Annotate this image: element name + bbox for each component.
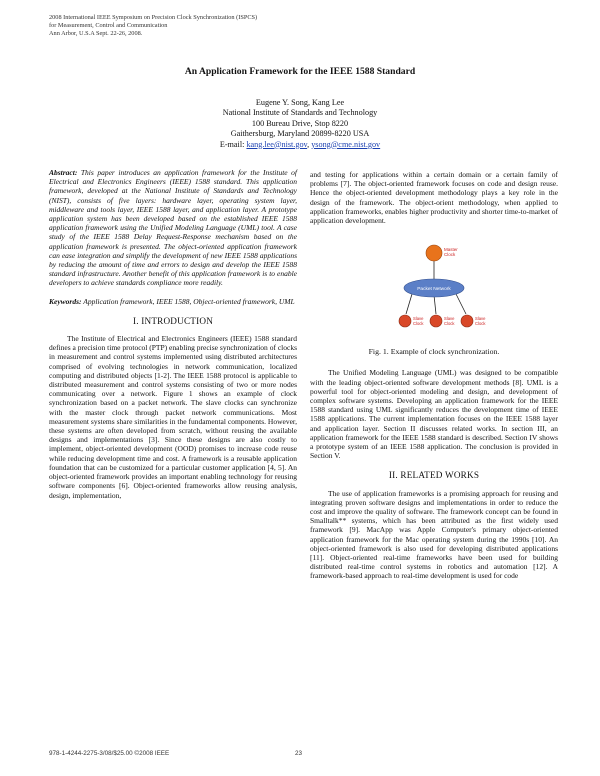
slave-1-label-2: Clock: [413, 321, 424, 327]
slave-clock-icon-2: [430, 315, 442, 327]
master-label-1: Master: [444, 247, 458, 253]
conference-line-2: for Measurement, Control and Communication: [49, 22, 168, 29]
introduction-paragraph: The Institute of Electrical and Electronics Engineers (IEEE) 1588 standard defines a precision time protocol (PTP) enabling precise synchronization of clocks in measurement and control systems implemented using distributed architectures comprised of evolving technologies in network communication, localized computing and distributed objects [1-2]. The IEEE 1588 protocol is applicable to distributed measurement and control systems consisting of two or more nodes communicating over a network. Figure 1 shows an example of clock synchronization based on a packet network. The slave clocks can synchronize with the master clock through packet network communications. Most measurement systems share similarities in the fundamental components. However, these systems are often developed from scratch, without reusing the available designs and implementations [3]. Since these designs are also costly to implement, object-oriented development (OOD) promises to increase code reuse while reducing development time and cost. A framework is a reusable application foundation that can be customized for a particular customer application [4, 5]. An object-oriented framework provides an important enabling technology for reusing software components [6]. Object-oriented frameworks allow reusing analysis, design, implementation,: [49, 334, 297, 500]
email-link-2[interactable]: ysong@cme.nist.gov: [311, 139, 381, 149]
network-label: Packet Network: [417, 287, 451, 293]
related-works-paragraph: The use of application frameworks is a promising approach for reusing and integrating proven software designs and implementations in order to reduce the cost and improve the quality of software. The framework concept can be found in Smalltalk** systems, which has been attributed as the first widely used framework [9]. MacApp was Apple Computer's primary object-oriented application framework for the Mac operating system during the 1990s [10]. An object-oriented framework is also used for developing distributed applications [11]. Object-oriented real-time frameworks have been used for building distributed real-time control systems in robotics and automation [12]. A framework-based approach to real-time development is used for code: [310, 488, 558, 581]
figure-caption: Fig. 1. Example of clock synchronization.: [368, 347, 500, 357]
introduction-continued: and testing for applications within a certain domain or a certain family of problems [7]. The object-oriented framework focuses on code and design reuse. Hence the object-oriented development methodology plays a key role in the design of the framework. The object-orient methodology, when applied to application frameworks, enables higher productivity and shorter time-to-market of application development.: [310, 170, 558, 226]
author-address-2: Gaithersburg, Maryland 20899-8220 USA: [230, 129, 370, 139]
keywords-label: Keywords:: [49, 296, 82, 306]
left-column: [49, 168, 297, 500]
author-block: [0, 98, 600, 150]
slave-2-label-1: Slave: [444, 316, 455, 322]
email-separator: ,: [307, 139, 310, 149]
conference-line-1: 2008 International IEEE Symposium on Precision Clock Synchronization (ISPCS): [49, 14, 258, 21]
section-heading-introduction: I. INTRODUCTION: [132, 315, 214, 326]
section-heading-related-works: II. RELATED WORKS: [388, 470, 480, 481]
slave-1-label-1: Slave: [413, 316, 424, 322]
author-names: Eugene Y. Song, Kang Lee: [255, 98, 345, 107]
author-address-1: 100 Bureau Drive, Stop 8220: [251, 118, 349, 128]
slave-3-label-1: Slave: [475, 316, 486, 322]
slave-clock-icon-3: [461, 315, 473, 327]
slave-link-1: [406, 294, 412, 314]
master-label-2: Clock: [444, 252, 456, 258]
email-label: E-mail:: [219, 139, 245, 149]
keywords: [49, 297, 297, 306]
paper-title: An Application Framework for the IEEE 1588 Standard: [184, 66, 416, 77]
slave-link-3: [456, 294, 466, 314]
author-email-line: [0, 140, 600, 150]
author-affiliation: National Institute of Standards and Technology: [222, 108, 378, 118]
slave-3-label-2: Clock: [475, 321, 486, 327]
slave-clock-icon-1: [399, 315, 411, 327]
keywords-text: Application framework, IEEE 1588, Object-oriented framework, UML: [83, 296, 295, 306]
master-clock-icon: [426, 245, 442, 261]
email-link-1[interactable]: kang.lee@nist.gov: [246, 139, 308, 149]
abstract: [49, 168, 297, 288]
abstract-text: This paper introduces an application framework for the Institute of Electrical and Electronics Engineers (IEEE) 1588 standard. This application framework, developed at the National Institute of Standards and Technology (NIST), consists of five layers: hardware layer, operating system layer, middleware and tools layer, IEEE 1588 layer, and application layer. A prototype application system has been developed based on the established IEEE 1588 application framework using the Unified Modeling Language (UML) tool. A case study of the IEEE 1588 Delay Request-Response mechanism based on the application framework is presented. The object-oriented application framework can ease integration and simplify the development of new IEEE 1588 applications by reducing the amount of time and errors to design and develop the IEEE 1588 standard infrastructure. Another benefit of this application framework is to enable developers to achieve standards compliance more readily.: [49, 168, 298, 288]
slave-2-label-2: Clock: [444, 321, 455, 327]
conference-line-3: Ann Arbor, U.S.A Sept. 22-26, 2008.: [49, 30, 143, 37]
slave-link-2: [434, 295, 436, 314]
uml-paragraph: The Unified Modeling Language (UML) was designed to be compatible with the leading object-oriented software development methods [8]. UML is a powerful tool for object-oriented modeling and design, and development of complex software systems. Developing an application framework for the IEEE 1588 standard using UML significantly reduces the development time of IEEE 1588 applications. The current implementation focuses on the IEEE 1588 layer and application layer. Section II discusses related works. In section III, an application framework for the IEEE 1588 standard is described. Section IV shows a prototype system of an IEEE 1588 application. The conclusion is provided in Section V.: [310, 368, 558, 461]
clock-sync-diagram: [310, 231, 558, 341]
conference-header: [49, 14, 257, 38]
right-column: [310, 170, 558, 581]
footer-isbn: 978-1-4244-2275-3/08/$25.00 ©2008 IEEE: [49, 750, 170, 757]
page-number: 23: [295, 750, 303, 757]
abstract-label: Abstract:: [49, 168, 78, 177]
figure-clock-sync: [310, 231, 558, 341]
